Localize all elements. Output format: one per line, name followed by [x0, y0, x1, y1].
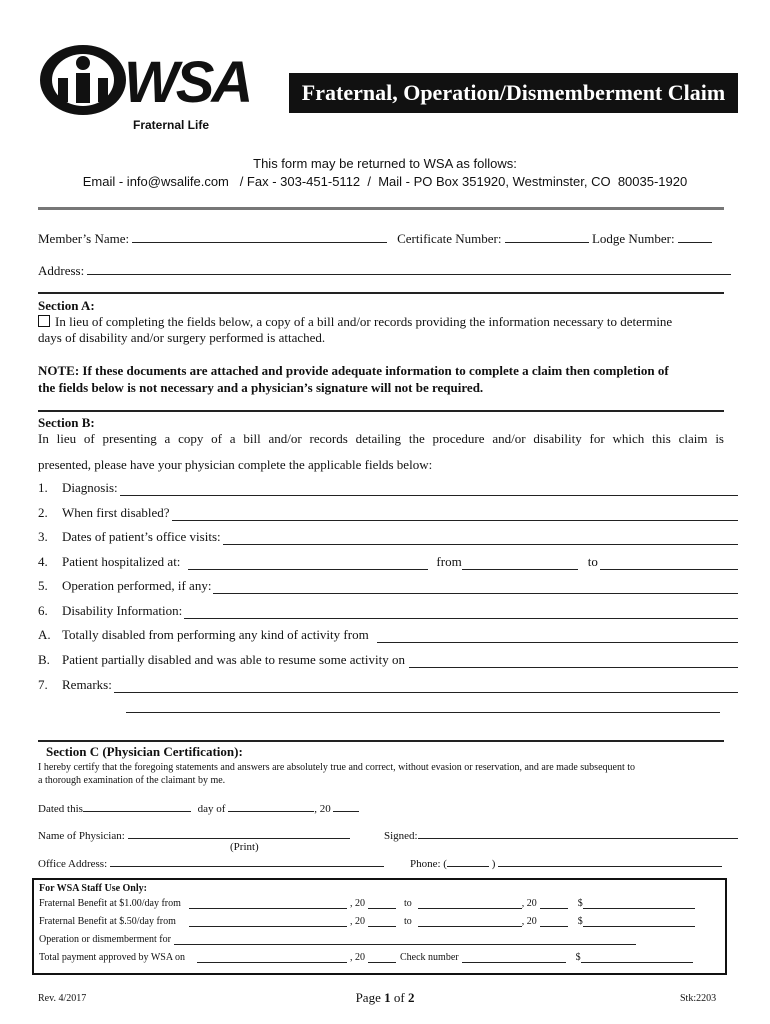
section-a-note-1: NOTE: If these documents are attached and provide adequate information to complete a claim then completion of [38, 363, 669, 378]
phone-number-field[interactable] [498, 855, 722, 867]
section-c-heading: Section C (Physician Certification): [46, 744, 243, 759]
staff-check-label: Check number [400, 952, 459, 963]
item-label: Disability Information: [62, 603, 183, 618]
office-address-label: Office Address: [38, 858, 108, 870]
footer-page [0, 990, 770, 1006]
staff-row-1-year[interactable] [368, 898, 396, 909]
staff-use-box [32, 878, 727, 975]
staff-year: , 20 [350, 898, 365, 909]
header-divider [38, 207, 724, 210]
signed-row [384, 827, 738, 842]
phone-area-field[interactable] [447, 855, 489, 867]
certificate-number-field[interactable] [505, 229, 589, 243]
item-office-visits [38, 529, 738, 545]
page-of: of [390, 990, 408, 1005]
item-number: 2. [38, 505, 48, 520]
staff-year: , 20 [521, 898, 537, 909]
wsa-emblem-icon [38, 44, 128, 116]
office-row [38, 855, 384, 870]
phone-close-label: ) [491, 858, 496, 870]
totally-disabled-field[interactable] [377, 630, 738, 643]
form-title: Fraternal, Operation/Dismemberment Claim [289, 73, 738, 113]
footer-stk: Stk:2203 [680, 993, 717, 1004]
dated-day-field[interactable] [83, 800, 191, 812]
phone-label: Phone: ( [410, 858, 447, 870]
item-partially-disabled [38, 652, 738, 668]
contact-details: Email - info@wsalife.com / Fax - 303-451-5112 / Mail - PO Box 351920, Westminster, CO 80035-1920 [82, 174, 688, 189]
remarks-field[interactable] [114, 680, 738, 693]
dated-row [38, 800, 359, 815]
dated-label: Dated this [38, 803, 83, 815]
staff-heading: For WSA Staff Use Only: [39, 883, 147, 894]
partially-disabled-field[interactable] [409, 655, 738, 668]
item-number: 1. [38, 480, 48, 495]
signature-field[interactable] [418, 827, 738, 839]
item-totally-disabled [38, 627, 738, 643]
staff-row-2-amount[interactable] [583, 916, 695, 927]
staff-row-1-from[interactable] [189, 898, 347, 909]
item-label: When first disabled? [62, 505, 170, 520]
from-label: from [436, 554, 462, 569]
attached-checkbox[interactable] [38, 315, 50, 327]
address-row [38, 261, 731, 279]
year-label: , 20 [314, 803, 331, 815]
print-label: (Print) [230, 841, 259, 853]
section-b-divider [38, 410, 724, 412]
section-a-divider [38, 292, 724, 294]
page-number: 1 [384, 990, 391, 1005]
lodge-number-field[interactable] [678, 229, 712, 243]
section-b-intro-2: presented, please have your physician complete the applicable fields below: [38, 457, 433, 472]
item-number: B. [38, 652, 50, 667]
staff-row-2-to[interactable] [418, 916, 522, 927]
section-b-intro-1: In lieu of presenting a copy of a bill and/or records detailing the procedure and/or disability for which this claim is [38, 431, 724, 446]
logo-text: WSA [124, 50, 251, 115]
section-a-checkbox-text-2: days of disability and/or surgery performed is attached. [38, 330, 326, 345]
item-label: Remarks: [62, 677, 112, 692]
staff-row-1 [39, 895, 725, 909]
staff-row-4-label: Total payment approved by WSA on [39, 952, 186, 963]
wsa-logo [38, 44, 268, 134]
item-number: 7. [38, 677, 48, 692]
staff-row-2-label: Fraternal Benefit at $.50/day from [39, 916, 176, 927]
office-visits-field[interactable] [223, 532, 738, 545]
staff-row-4 [39, 945, 725, 963]
hospital-field[interactable] [188, 556, 428, 570]
item-label: Diagnosis: [62, 480, 118, 495]
item-label: Dates of patient’s office visits: [62, 529, 221, 544]
section-a-checkbox-text: In lieu of completing the fields below, a copy of a bill and/or records providing the information necessary to determine [55, 314, 673, 329]
phone-row [410, 855, 722, 870]
diagnosis-field[interactable] [120, 483, 738, 496]
signed-label: Signed: [384, 830, 418, 842]
footer-rev: Rev. 4/2017 [38, 993, 87, 1004]
contact-intro: This form may be returned to WSA as follows: [253, 156, 517, 171]
lodge-number-label: Lodge Number: [591, 231, 675, 246]
physician-name-field[interactable] [128, 827, 350, 839]
section-a-note-2: the fields below is not necessary and a physician’s signature will not be required. [38, 380, 484, 395]
staff-row-4-date[interactable] [197, 952, 347, 963]
remarks-field-2[interactable] [126, 712, 720, 713]
staff-dollar: $ [577, 916, 583, 927]
page-total: 2 [407, 990, 415, 1005]
item-number: 5. [38, 578, 48, 593]
logo-subtitle: Fraternal Life [133, 118, 210, 132]
physician-label: Name of Physician: [38, 830, 125, 842]
item-number: A. [38, 627, 51, 642]
item-number: 3. [38, 529, 48, 544]
item-label: Operation performed, if any: [62, 578, 212, 593]
section-a-heading: Section A: [38, 298, 95, 313]
item-number: 6. [38, 603, 48, 618]
dated-month-field[interactable] [228, 800, 314, 812]
item-diagnosis [38, 480, 738, 496]
section-c-cert-2: a thorough examination of the claimant by me. [38, 775, 226, 786]
address-label: Address: [38, 263, 85, 278]
staff-to: to [404, 916, 412, 927]
staff-row-3 [39, 927, 725, 945]
item-hospitalized [38, 554, 738, 570]
section-b-heading: Section B: [38, 415, 95, 430]
day-of-label: day of [197, 803, 226, 815]
dated-year-field[interactable] [333, 800, 359, 812]
member-name-field[interactable] [132, 229, 387, 243]
member-row [38, 229, 712, 247]
staff-row-4-year[interactable] [368, 952, 396, 963]
staff-row-2-year[interactable] [368, 916, 396, 927]
item-disability-info [38, 603, 738, 619]
item-label: Patient hospitalized at: [62, 554, 181, 569]
to-label: to [587, 554, 598, 569]
staff-row-3-field[interactable] [174, 934, 636, 945]
staff-year: , 20 [521, 916, 537, 927]
staff-dollar: $ [575, 952, 581, 963]
first-disabled-field[interactable] [172, 508, 738, 521]
certificate-number-label: Certificate Number: [397, 231, 502, 246]
item-first-disabled [38, 505, 738, 521]
office-address-field[interactable] [110, 855, 384, 867]
staff-row-1-year-2[interactable] [540, 898, 568, 909]
hospital-from-field[interactable] [462, 556, 578, 570]
staff-year: , 20 [350, 952, 365, 963]
staff-row-4-amount[interactable] [581, 952, 693, 963]
staff-row-1-to[interactable] [418, 898, 522, 909]
section-c-cert-1: I hereby certify that the foregoing statements and answers are absolutely true and correct, without evasion or reservation, and are made subsequent to [38, 762, 636, 773]
item-label: Patient partially disabled and was able to resume some activity on [62, 652, 405, 667]
staff-row-1-label: Fraternal Benefit at $1.00/day from [39, 898, 181, 909]
staff-dollar: $ [577, 898, 583, 909]
staff-row-2 [39, 909, 725, 927]
item-operation [38, 578, 738, 594]
staff-year: , 20 [350, 916, 365, 927]
disability-info-field[interactable] [184, 606, 738, 619]
staff-row-2-from[interactable] [189, 916, 347, 927]
item-remarks [38, 677, 738, 693]
hospital-to-field[interactable] [600, 557, 738, 570]
address-field[interactable] [87, 261, 731, 275]
operation-field[interactable] [213, 581, 738, 594]
staff-row-1-amount[interactable] [583, 898, 695, 909]
page-prefix: Page [355, 990, 385, 1005]
section-a-checkbox-row [38, 314, 672, 330]
staff-row-3-label: Operation or dismemberment for [39, 934, 171, 945]
staff-check-number[interactable] [462, 952, 566, 963]
physician-row [38, 827, 350, 842]
member-name-label: Member’s Name: [38, 231, 130, 246]
item-number: 4. [38, 554, 48, 569]
staff-to: to [404, 898, 412, 909]
staff-row-2-year-2[interactable] [540, 916, 568, 927]
section-c-divider [38, 740, 724, 742]
item-label: Totally disabled from performing any kind of activity from [62, 627, 369, 642]
